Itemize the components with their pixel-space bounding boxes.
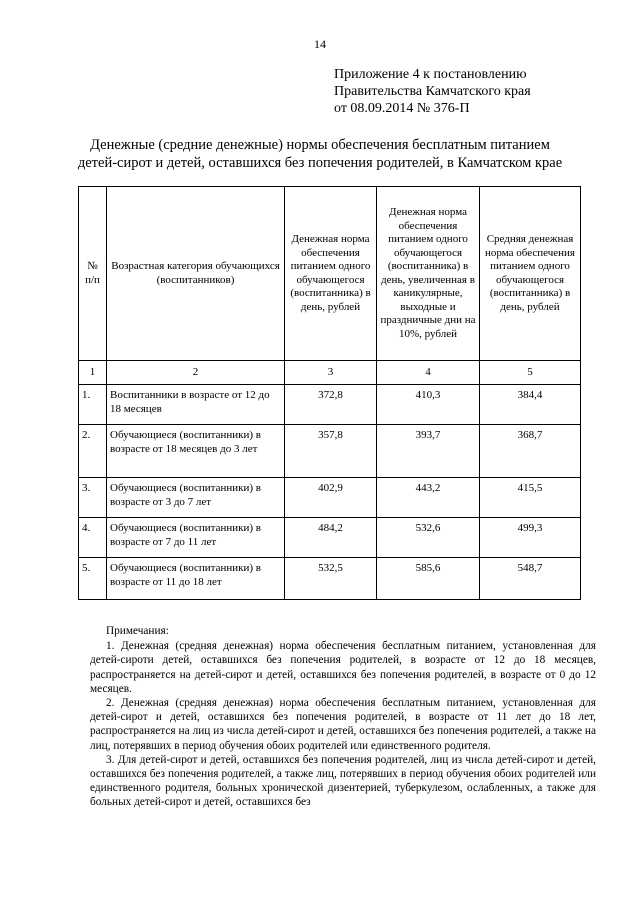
column-number-row: [79, 361, 581, 385]
row-average-norm: 499,3: [480, 518, 581, 558]
row-index: 4.: [79, 518, 107, 558]
table-row: [79, 385, 581, 425]
row-category: Воспитанники в возрасте от 12 до 18 месяцев: [107, 385, 285, 425]
row-increased-norm: 410,3: [377, 385, 480, 425]
row-category: Обучающиеся (воспитанники) в возрасте от 18 месяцев до 3 лет: [107, 425, 285, 478]
table-row: [79, 478, 581, 518]
appendix-line-3: от 08.09.2014 № 376-П: [334, 101, 470, 116]
column-number: 5: [480, 361, 581, 385]
header-index: № п/п: [79, 187, 107, 361]
row-norm: 484,2: [285, 518, 377, 558]
header-norm: Денежная норма обеспечения питанием одного обучающегося (воспитанника) в день, рублей: [285, 187, 377, 361]
row-average-norm: 415,5: [480, 478, 581, 518]
page-number: 14: [314, 37, 326, 51]
table-row: [79, 558, 581, 600]
column-number: 2: [107, 361, 285, 385]
row-increased-norm: 393,7: [377, 425, 480, 478]
note-item: 3. Для детей-сирот и детей, оставшихся без попечения родителей, лиц из числа детей-сирот и детей, оставшихся без попечения родителей, а также лиц, потерявших в период обучения обоих родителей или единственного родителя, больных хронической дизентерией, туберкулезом, ослабленных, а также для больных детей-сирот и детей, оставшихся без: [90, 753, 596, 809]
column-number: 3: [285, 361, 377, 385]
row-index: 3.: [79, 478, 107, 518]
row-category: Обучающиеся (воспитанники) в возрасте от 11 до 18 лет: [107, 558, 285, 600]
row-average-norm: 548,7: [480, 558, 581, 600]
row-category: Обучающиеся (воспитанники) в возрасте от 3 до 7 лет: [107, 478, 285, 518]
table-row: [79, 518, 581, 558]
row-average-norm: 384,4: [480, 385, 581, 425]
row-index: 5.: [79, 558, 107, 600]
row-norm: 357,8: [285, 425, 377, 478]
row-norm: 532,5: [285, 558, 377, 600]
row-average-norm: 368,7: [480, 425, 581, 478]
row-index: 2.: [79, 425, 107, 478]
notes-section: [90, 624, 596, 810]
appendix-line-1: Приложение 4 к постановлению: [334, 67, 527, 82]
header-average-norm: Средняя денежная норма обеспечения питанием одного обучающегося (воспитанника) в день, рублей: [480, 187, 581, 361]
appendix-line-2: Правительства Камчатского края: [334, 84, 531, 99]
row-increased-norm: 532,6: [377, 518, 480, 558]
appendix-header: [334, 66, 531, 117]
row-norm: 372,8: [285, 385, 377, 425]
note-item: 1. Денежная (средняя денежная) норма обеспечения бесплатным питанием, установленная для детей-сироти детей, оставшихся без попечения родителей, в возрасте от 12 до 18 месяцев, распространяется на детей-сирот и детей, оставшихся без попечения родителей, в возрасте от 0 до 12 месяцев.: [90, 640, 596, 695]
row-category: Обучающиеся (воспитанники) в возрасте от 7 до 11 лет: [107, 518, 285, 558]
column-number: 4: [377, 361, 480, 385]
column-number: 1: [79, 361, 107, 385]
note-item: 2. Денежная (средняя денежная) норма обеспечения бесплатным питанием, установленная для детей-сирот и детей, оставшихся без попечения родителей, в возрасте от 11 лет до 18 лет, распространяется на лиц из числа детей-сирот и детей, оставшихся без попечения родителей, а также на лиц, потерявших в период обучения обоих родителей или единственного родителя.: [90, 697, 596, 752]
header-category: Возрастная категория обучающихся (воспитанников): [107, 187, 285, 361]
title-line-2: детей-сирот и детей, оставшихся без попечения родителей, в Камчатском крае: [77, 155, 563, 171]
table-header-row: [79, 187, 581, 361]
row-norm: 402,9: [285, 478, 377, 518]
row-index: 1.: [79, 385, 107, 425]
document-title: [0, 136, 640, 172]
title-line-1: Денежные (средние денежные) нормы обеспечения бесплатным питанием: [90, 137, 550, 153]
row-increased-norm: 443,2: [377, 478, 480, 518]
table-row: [79, 425, 581, 478]
norms-table: [78, 186, 581, 600]
row-increased-norm: 585,6: [377, 558, 480, 600]
notes-title: Примечания:: [106, 625, 169, 637]
header-increased-norm: Денежная норма обеспечения питанием одного обучающегося (воспитанника) в день, увеличенная в каникулярные, выходные и праздничные дни на 10%, рублей: [377, 187, 480, 361]
